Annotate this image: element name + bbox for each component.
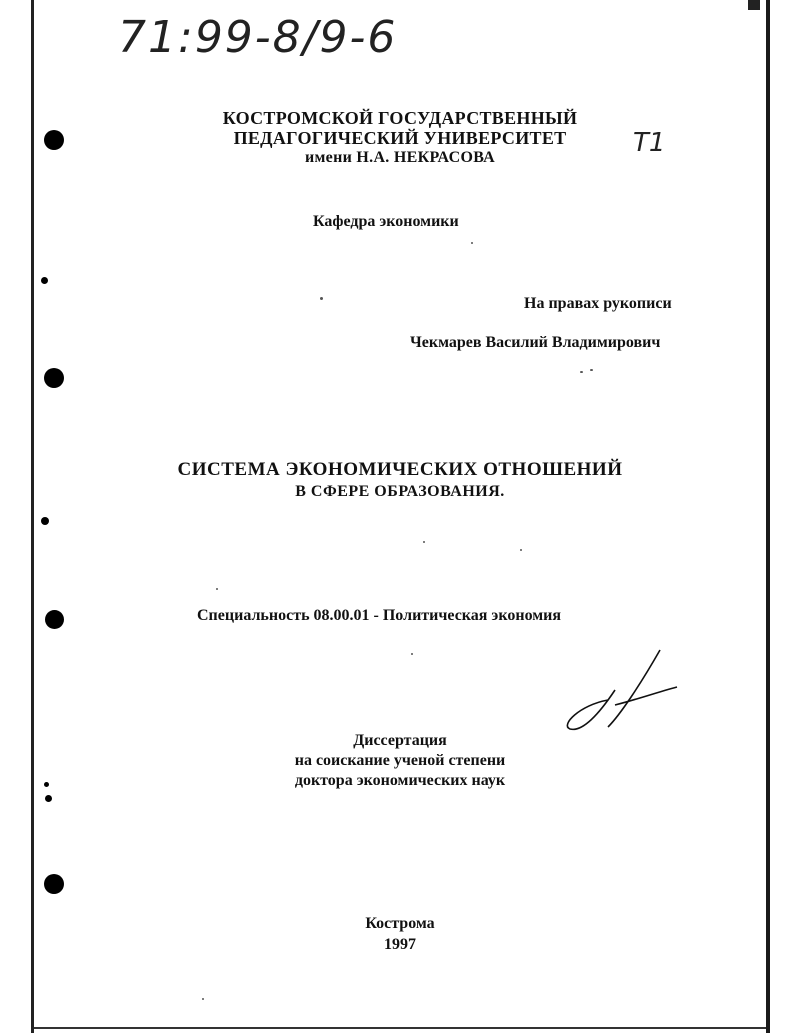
binder-hole [44,368,64,388]
manuscript-rights: На правах рукописи [524,295,672,312]
binder-hole [41,517,49,525]
archive-number-handwritten: 71:99-8/9-6 [118,12,398,63]
scan-speck [580,371,583,373]
title-line-1: СИСТЕМА ЭКОНОМИЧЕСКИХ ОТНОШЕНИЙ [177,459,623,480]
scan-edge-bottom [34,1027,766,1029]
scan-speck [411,653,413,655]
scan-speck [520,549,522,551]
scan-speck [590,369,593,371]
margin-mark-handwritten: Т1 [633,128,666,158]
degree-line-1: Диссертация [353,732,447,749]
scan-speck [216,588,218,590]
scan-speck [320,297,323,300]
binder-hole [44,874,64,894]
scan-edge-corner [748,0,760,10]
signature [560,645,680,735]
degree-line-2: на соискание ученой степени [294,752,506,769]
binder-hole [45,610,64,629]
scan-speck [471,242,473,244]
institution-header [0,108,800,168]
institution-line-2: ПЕДАГОГИЧЕСКИЙ УНИВЕРСИТЕТ [233,128,567,148]
scan-speck [423,541,425,543]
institution-line-3: имени Н.А. НЕКРАСОВА [304,149,496,166]
binder-hole [41,277,48,284]
scan-speck [202,998,204,1000]
author-name: Чекмарев Василий Владимирович [410,334,661,351]
specialty: Специальность 08.00.01 - Политическая экономия [197,607,562,624]
institution-line-1: КОСТРОМСКОЙ ГОСУДАРСТВЕННЫЙ [222,108,578,128]
degree-line-3: доктора экономических наук [294,772,506,789]
title-line-2: В СФЕРЕ ОБРАЗОВАНИЯ. [295,483,505,500]
year: 1997 [384,936,416,953]
city: Кострома [365,915,435,932]
binder-hole [45,795,52,802]
department: Кафедра экономики [313,213,459,230]
imprint [0,913,800,955]
degree-statement [0,731,800,791]
dissertation-title [0,459,800,503]
